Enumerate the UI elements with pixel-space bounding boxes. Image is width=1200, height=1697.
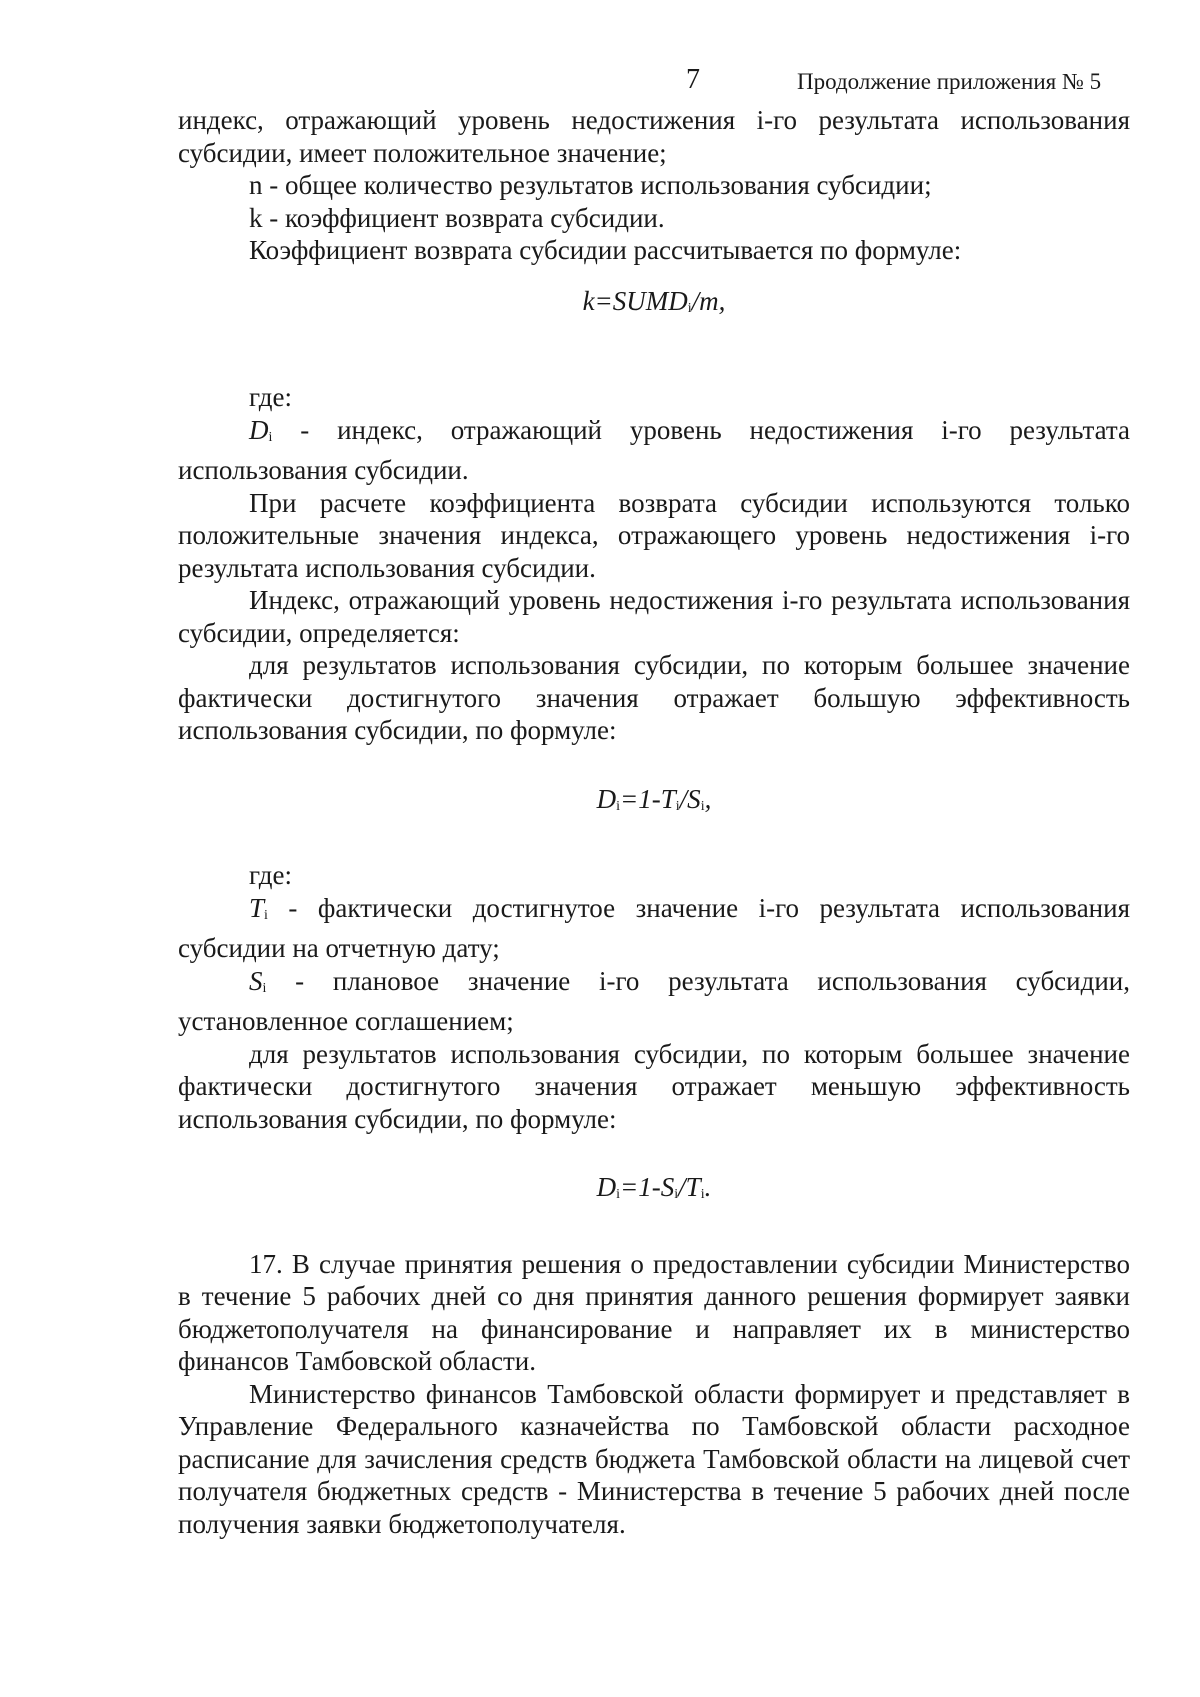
formula2-part-a: D <box>596 1172 617 1202</box>
paragraph-17: 17. В случае принятия решения о предоставлении субсидии Министерство в течение 5 рабочих дней со дня принятия данного решения формирует заявки бюджетополучателя на финансирование и направляет их в министерство финансов Тамбовской области. <box>178 1248 1130 1376</box>
definition-s-text: - плановое значение i-го результата использования субсидии, установленное соглашением; <box>178 965 1130 1036</box>
spacer <box>178 823 1130 859</box>
where-label: где: <box>249 382 292 412</box>
paragraph-n-definition: n - общее количество результатов использования субсидии; <box>249 170 932 200</box>
formula1-part-a: D <box>596 783 617 814</box>
definition-d <box>178 414 1130 487</box>
paragraph-formula-intro: Коэффициент возврата субсидии рассчитывается по формуле: <box>249 235 962 265</box>
paragraph-index-continuation: индекс, отражающий уровень недостижения i-го результата использования субсидии, имеет положительное значение; <box>178 105 1130 168</box>
symbol-s-sub: i <box>262 980 267 996</box>
formula-index-larger-worse <box>178 1171 1130 1212</box>
page-number: 7 <box>686 64 700 95</box>
formula2-sub-b: i <box>674 1187 679 1202</box>
symbol-d-sub: i <box>268 429 273 445</box>
spacer <box>178 747 1130 783</box>
formula2-sub-a: i <box>616 1187 621 1202</box>
definition-s <box>178 965 1130 1038</box>
appendix-continuation-note: Продолжение приложения № 5 <box>797 69 1102 94</box>
symbol-t-sub: i <box>264 907 268 923</box>
paragraph-larger-better: для результатов использования субсидии, по которым большее значение фактически достигнутого значения отражает большую эффективность использования субсидии, по формуле: <box>178 650 1130 745</box>
formula2-part-c: /T <box>678 1172 701 1202</box>
spacer <box>178 1135 1130 1171</box>
paragraph-ministry-finance: Министерство финансов Тамбовской области формирует и представляет в Управление Федерального казначейства по Тамбовской области расходное расписание для зачисления средств бюджета Тамбовской области на лицевой счет получателя бюджетных средств - Министерства в течение 5 рабочих дней после получения заявки бюджетополучателя. <box>178 1378 1130 1539</box>
paragraph-positive-values: При расчете коэффициента возврата субсидии используются только положительные значения индекса, отражающего уровень недостижения i-го результата использования субсидии. <box>178 487 1130 583</box>
formula1-part-d: , <box>704 783 712 814</box>
formula1-sub-b: i <box>675 798 680 814</box>
where-label: где: <box>249 860 292 890</box>
formula2-part-b: =1-S <box>620 1172 675 1202</box>
symbol-d: D <box>249 414 269 445</box>
formula-k-lhs: k=SUMD <box>582 285 688 316</box>
spacer <box>178 325 1130 381</box>
formula-k-rhs: /m, <box>691 285 726 316</box>
symbol-t: T <box>249 892 265 923</box>
spacer <box>178 1212 1130 1248</box>
formula-k-sub: i <box>687 300 692 316</box>
formula1-part-b: =1-T <box>620 783 676 814</box>
symbol-s: S <box>249 965 263 996</box>
definition-t-text: - фактически достигнутое значение i-го результата использования субсидии на отчетную дату; <box>178 892 1130 963</box>
formula1-part-c: /S <box>679 783 701 814</box>
paragraph-index-determined: Индекс, отражающий уровень недостижения i-го результата использования субсидии, определяется: <box>178 585 1130 648</box>
paragraph-larger-worse: для результатов использования субсидии, по которым большее значение фактически достигнутого значения отражает меньшую эффективность использования субсидии, по формуле: <box>178 1038 1130 1134</box>
definition-d-text: - индекс, отражающий уровень недостижения i-го результата использования субсидии. <box>178 414 1130 485</box>
paragraph-k-definition: k - коэффициент возврата субсидии. <box>249 202 665 233</box>
formula2-part-d: . <box>704 1172 712 1202</box>
formula1-sub-c: i <box>700 798 705 814</box>
definition-t <box>178 892 1130 965</box>
formula2-sub-c: i <box>700 1187 705 1202</box>
document-body <box>178 104 1130 1540</box>
formula-return-coefficient <box>178 285 1130 326</box>
formula-index-larger-better <box>178 783 1130 824</box>
formula1-sub-a: i <box>616 798 621 814</box>
